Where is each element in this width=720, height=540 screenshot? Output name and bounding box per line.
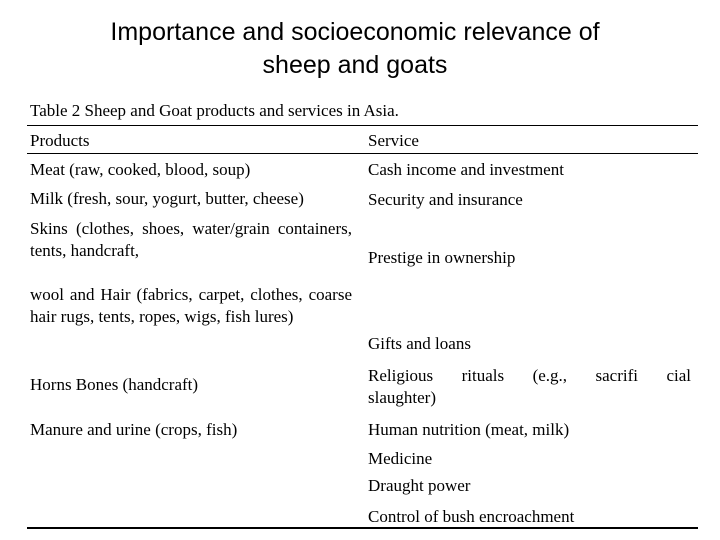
product-manure-urine: Manure and urine (crops, fish) (30, 420, 238, 439)
table-header-rule (27, 153, 698, 154)
service-medicine: Medicine (368, 449, 433, 468)
service-human-nutrition: Human nutrition (meat, milk) (368, 420, 570, 439)
product-wool-hair: wool and Hair (fabrics, carpet, clothes, coarse hair rugs, tents, ropes, wigs, fish lures) (30, 285, 352, 326)
table-bottom-rule (27, 527, 698, 529)
service-bush-control: Control of bush encroachment (368, 507, 575, 526)
column-header-products: Products (30, 131, 90, 150)
product-meat: Meat (raw, cooked, blood, soup) (30, 160, 251, 179)
service-prestige: Prestige in ownership (368, 248, 516, 267)
column-header-service: Service (368, 131, 419, 150)
service-security-insurance: Security and insurance (368, 190, 523, 209)
table-top-rule (27, 125, 698, 126)
slide-title-line-2: sheep and goats (262, 51, 448, 79)
product-milk: Milk (fresh, sour, yogurt, butter, cheese) (30, 189, 304, 208)
slide-title-line-1: Importance and socioeconomic relevance of (110, 18, 600, 46)
service-religious-rituals: Religious rituals (e.g., sacrifi cial slaughter) (368, 366, 691, 407)
slide-title (0, 16, 710, 82)
service-cash-income: Cash income and investment (368, 160, 564, 179)
product-skins: Skins (clothes, shoes, water/grain containers, tents, handcraft, (30, 219, 352, 260)
service-gifts-loans: Gifts and loans (368, 334, 471, 353)
table-caption: Table 2 Sheep and Goat products and services in Asia. (30, 101, 399, 120)
product-horns-bones: Horns Bones (handcraft) (30, 375, 199, 394)
service-draught-power: Draught power (368, 476, 471, 495)
